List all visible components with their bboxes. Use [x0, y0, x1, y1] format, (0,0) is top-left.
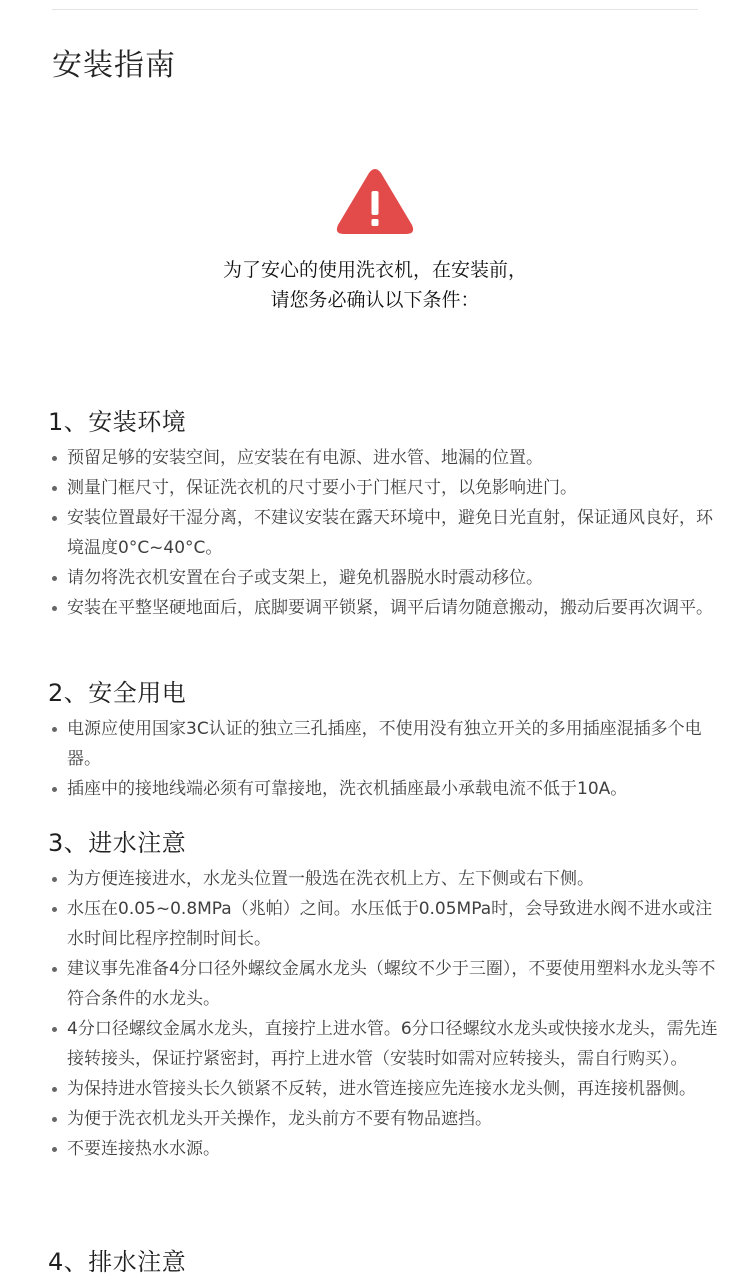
- bullet-list: [48, 443, 718, 623]
- list-item: [48, 593, 718, 623]
- list-item-text: 请勿将洗衣机安置在台子或支架上，避免机器脱水时震动移位。: [67, 568, 543, 588]
- warning-triangle-icon: [335, 167, 415, 237]
- bullet-dot: [52, 576, 57, 581]
- list-item-text: 电源应使用国家3C认证的独立三孔插座，不使用没有独立开关的多用插座混插多个电器。: [67, 719, 702, 769]
- bullet-dot: [52, 1087, 57, 1092]
- list-item: [48, 1134, 718, 1164]
- list-item-text: 水压在0.05~0.8MPa（兆帕）之间。水压低于0.05MPa时，会导致进水阀不进水或注水时间比程序控制时间长。: [67, 899, 713, 949]
- intro-notice: [0, 255, 750, 315]
- list-item-text: 4分口径螺纹金属水龙头，直接拧上进水管。6分口径螺纹水龙头或快接水龙头，需先连接转接头，保证拧紧密封，再拧上进水管（安装时如需对应转接头，需自行购买）。: [67, 1019, 718, 1069]
- list-item: [48, 864, 718, 894]
- list-item: [48, 473, 718, 503]
- list-item-text: 为方便连接进水，水龙头位置一般选在洗衣机上方、左下侧或右下侧。: [67, 869, 594, 889]
- bullet-dot: [52, 1147, 57, 1152]
- section-water-inlet: [48, 826, 718, 1164]
- list-item: [48, 503, 718, 563]
- list-item-text: 安装位置最好干湿分离，不建议安装在露天环境中，避免日光直射，保证通风良好，环境温度0°C~40°C。: [67, 508, 713, 558]
- bullet-dot: [52, 907, 57, 912]
- list-item-text: 测量门框尺寸，保证洗衣机的尺寸要小于门框尺寸，以免影响进门。: [67, 478, 577, 498]
- list-item-text: 为便于洗衣机龙头开关操作，龙头前方不要有物品遮挡。: [67, 1109, 492, 1129]
- bullet-dot: [52, 877, 57, 882]
- bullet-list: [48, 714, 718, 804]
- list-item: [48, 894, 718, 954]
- list-item: [48, 1014, 718, 1074]
- list-item: [48, 1074, 718, 1104]
- list-item: [48, 563, 718, 593]
- bullet-dot: [52, 606, 57, 611]
- list-item-text: 安装在平整坚硬地面后，底脚要调平锁紧，调平后请勿随意搬动，搬动后要再次调平。: [67, 598, 713, 618]
- list-item-text: 为保持进水管接头长久锁紧不反转，进水管连接应先连接水龙头侧，再连接机器侧。: [67, 1079, 696, 1099]
- list-item: [48, 774, 718, 804]
- bullet-dot: [52, 727, 57, 732]
- section-drainage: [48, 1245, 718, 1283]
- bullet-dot: [52, 1117, 57, 1122]
- bullet-dot: [52, 516, 57, 521]
- bullet-dot: [52, 787, 57, 792]
- list-item-text: 建议事先准备4分口径外螺纹金属水龙头（螺纹不少于三圈），不要使用塑料水龙头等不符合条件的水龙头。: [67, 959, 716, 1009]
- list-item: [48, 443, 718, 473]
- section-heading: 3、进水注意: [48, 829, 187, 857]
- section-electrical-safety: [48, 676, 718, 804]
- list-item-text: 插座中的接地线端必须有可靠接地，洗衣机插座最小承载电流不低于10A。: [67, 779, 628, 799]
- bullet-dot: [52, 456, 57, 461]
- list-item: [48, 954, 718, 1014]
- section-heading: 1、安装环境: [48, 408, 187, 436]
- section-heading: 2、安全用电: [48, 679, 187, 707]
- bullet-dot: [52, 1027, 57, 1032]
- section-install-environment: [48, 405, 718, 623]
- bullet-list: [48, 864, 718, 1164]
- intro-line-1: 为了安心的使用洗衣机，在安装前，: [222, 259, 527, 281]
- section-heading: 4、排水注意: [48, 1248, 187, 1276]
- list-item: [48, 1104, 718, 1134]
- list-item-text: 不要连接热水水源。: [67, 1139, 220, 1159]
- top-divider: [52, 9, 698, 10]
- page-title: 安装指南: [52, 48, 176, 83]
- bullet-dot: [52, 486, 57, 491]
- intro-line-2: 请您务必确认以下条件：: [270, 289, 480, 311]
- list-item: [48, 714, 718, 774]
- bullet-dot: [52, 967, 57, 972]
- list-item-text: 预留足够的安装空间，应安装在有电源、进水管、地漏的位置。: [67, 448, 543, 468]
